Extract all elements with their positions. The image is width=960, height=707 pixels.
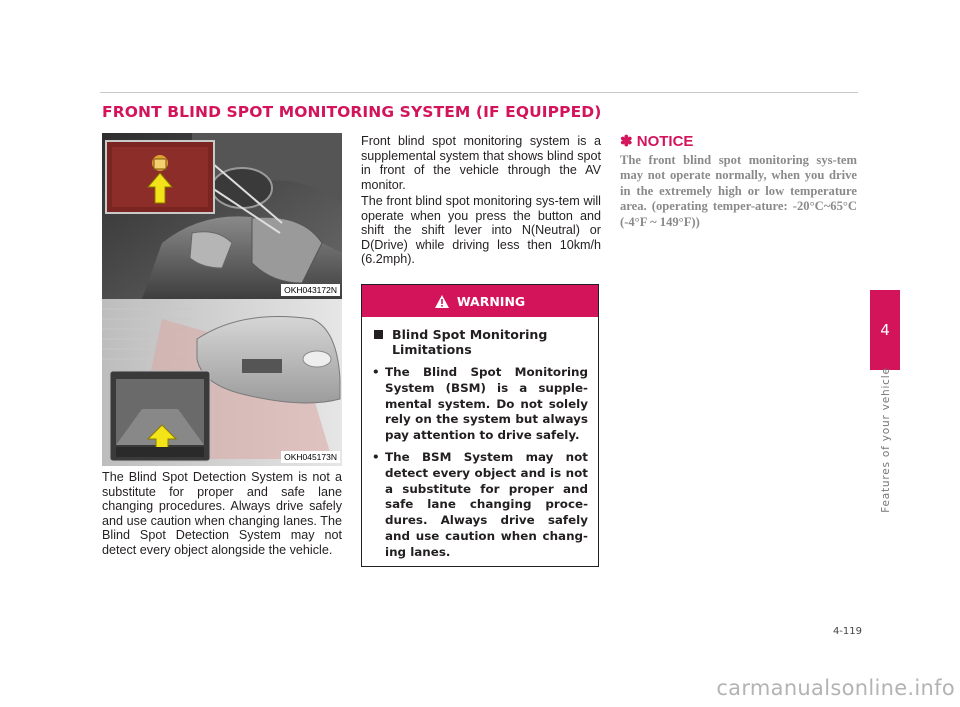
notice-title: ✽ NOTICE <box>620 133 694 150</box>
warning-subheading-text: Blind Spot Monitoring Limitations <box>392 327 548 357</box>
warning-label: WARNING <box>456 293 526 309</box>
chapter-tab <box>870 290 900 370</box>
camera-view-illustration <box>102 299 342 466</box>
left-paragraph: The Blind Spot Detection System is not a substitute for proper and safe lane changing procedures. Always drive safely and use caution when changing lanes. The Blind Spot Detection System may not detect every object alongside the vehicle. <box>102 470 342 557</box>
warning-subheading <box>372 327 588 357</box>
intro-paragraph: Front blind spot monitoring system is a supplemental system that shows blind spot in front of the vehicle through the AV monitor. <box>361 134 601 192</box>
warning-item: • The BSM System may not detect every object and is not a substitute for proper and safe lane changing proce-dures. Always drive safely and use caution when chang-ing lanes. <box>372 449 588 559</box>
chapter-label <box>876 367 896 513</box>
warning-box <box>361 284 599 567</box>
page-number: 4-119 <box>832 626 862 637</box>
chapter-number: 4 <box>880 321 890 339</box>
section-title: FRONT BLIND SPOT MONITORING SYSTEM (IF EQUIPPED) <box>102 103 602 121</box>
top-divider <box>100 92 858 93</box>
chapter-label-text: Features of your vehicle <box>880 367 892 513</box>
warning-header <box>362 285 598 317</box>
watermark: carmanualsonline.info <box>716 676 955 700</box>
warning-item: • The Blind Spot Monitoring System (BSM) is a supple-mental system. Do not solely rely on the system but always pay attention to drive safely. <box>372 365 588 443</box>
warning-list <box>372 365 588 561</box>
warning-triangle-icon <box>435 295 449 308</box>
front-camera-view-photo <box>102 299 342 466</box>
square-bullet-icon <box>374 330 383 339</box>
figure-code-bottom: OKH045173N <box>281 451 340 463</box>
notice-body: The front blind spot monitoring sys-tem may not operate normally, when you drive in the extremely high or low temperature area. (operating temper-ature: -20°C~65°C (-4°F ~ 149°F)) <box>620 153 857 229</box>
figure-code-top: OKH043172N <box>281 284 340 296</box>
operation-paragraph: The front blind spot monitoring sys-tem will operate when you press the button and shift the shift lever into N(Neutral) or D(Drive) while driving less then 10km/h (6.2mph). <box>361 194 601 266</box>
console-button-photo <box>102 133 342 299</box>
console-illustration <box>102 133 342 299</box>
